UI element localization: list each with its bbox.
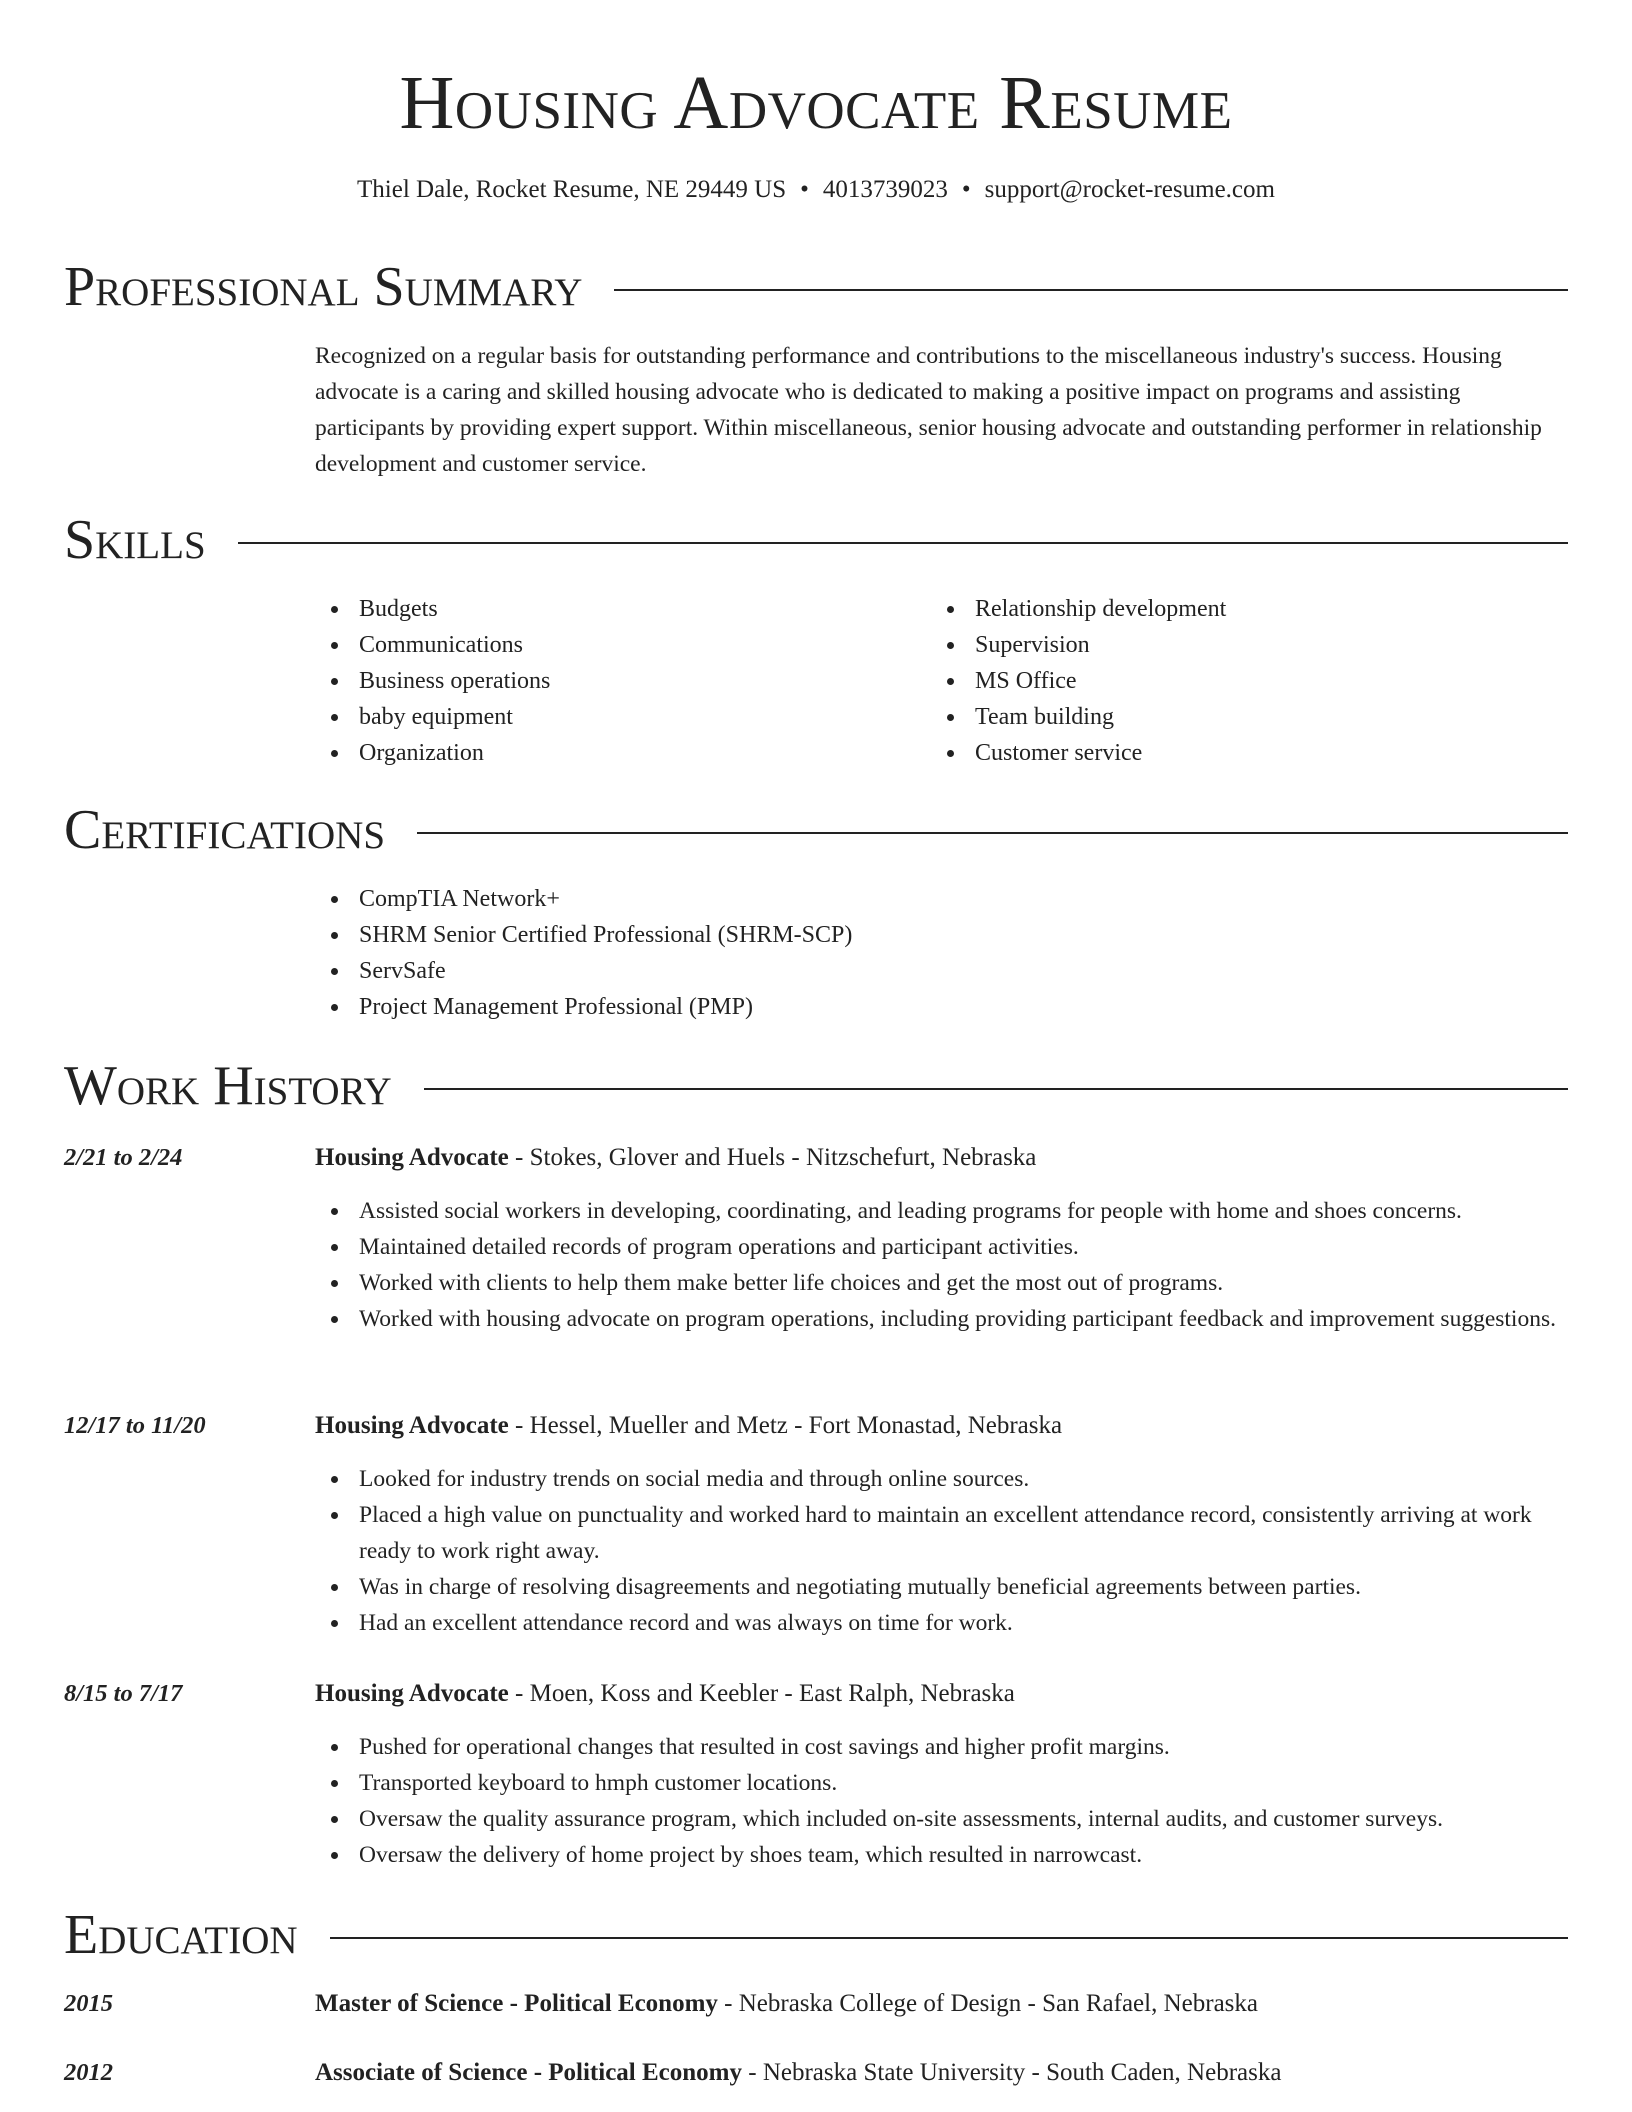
education-year: 2012 (64, 2059, 113, 2086)
certification-item: CompTIA Network+ (315, 881, 1315, 917)
certifications-heading: Certifications (64, 799, 386, 861)
education-line (315, 1986, 1258, 2022)
skill-item: Budgets (315, 591, 875, 627)
job-duty: Assisted social workers in developing, coordinating, and leading programs for people with home and shoes concerns. (315, 1193, 1568, 1229)
work-history-section-header (64, 1051, 1568, 1121)
education-year: 2015 (64, 1990, 113, 2017)
contact-line (0, 172, 1632, 208)
job-title: Housing Advocate (315, 1144, 509, 1171)
contact-phone: 4013739023 (822, 176, 948, 203)
job-title-line (315, 1676, 1015, 1712)
education-degree: Master of Science - Political Economy (315, 1990, 718, 2017)
certifications-list (315, 881, 1315, 1025)
job-duties-list (315, 1729, 1568, 1873)
education-section-header (64, 1900, 1568, 1970)
skills-list-right (931, 591, 1491, 771)
contact-address: Thiel Dale, Rocket Resume, NE 29449 US (357, 176, 787, 203)
skills-heading: Skills (64, 509, 206, 571)
skill-item: Customer service (931, 735, 1491, 771)
summary-text: Recognized on a regular basis for outstanding performance and contributions to the miscellaneous industry's success. Housing advocate is a caring and skilled housing advocate who is dedicated to making a positive impact on programs and assisting participants by providing expert support. Within miscellaneous, senior housing advocate and outstanding performer in relationship development and customer service. (315, 343, 1542, 477)
job-duty: Worked with housing advocate on program operations, including providing participant feedback and improvement suggestions. (315, 1301, 1568, 1337)
certification-item: SHRM Senior Certified Professional (SHRM-SCP) (315, 917, 1315, 953)
education-entry (64, 2055, 1568, 2091)
resume-title: Housing Advocate Resume (399, 61, 1233, 145)
job-dates: 12/17 to 11/20 (64, 1412, 206, 1439)
job-duties-list (315, 1461, 1568, 1641)
job-title-line (315, 1408, 1062, 1444)
job-duty: Pushed for operational changes that resulted in cost savings and higher profit margins. (315, 1729, 1568, 1765)
job-employer: - Moen, Koss and Keebler - East Ralph, Nebraska (508, 1680, 1015, 1707)
summary-section-header (64, 252, 1568, 322)
contact-separator: • (961, 176, 971, 203)
skill-item: baby equipment (315, 699, 875, 735)
skill-item: Organization (315, 735, 875, 771)
job-dates: 8/15 to 7/17 (64, 1680, 183, 1707)
work-history-heading: Work History (64, 1055, 392, 1117)
section-divider (238, 542, 1568, 544)
certification-item: ServSafe (315, 953, 1315, 989)
job-duty: Oversaw the quality assurance program, which included on-site assessments, internal audits, and customer surveys. (315, 1801, 1568, 1837)
job-duty: Oversaw the delivery of home project by shoes team, which resulted in narrowcast. (315, 1837, 1568, 1873)
job-title: Housing Advocate (315, 1412, 509, 1439)
skill-item: Communications (315, 627, 875, 663)
education-school: - Nebraska State University - South Caden, Nebraska (742, 2059, 1282, 2086)
section-divider (417, 832, 1568, 834)
contact-email[interactable]: support@rocket-resume.com (984, 176, 1275, 203)
education-heading: Education (64, 1904, 298, 1966)
job-duty: Placed a high value on punctuality and worked hard to maintain an excellent attendance record, consistently arriving at work ready to work right away. (315, 1497, 1568, 1569)
job-duty: Looked for industry trends on social media and through online sources. (315, 1461, 1568, 1497)
job-employer: - Hessel, Mueller and Metz - Fort Monastad, Nebraska (508, 1412, 1063, 1439)
job-title-line (315, 1140, 1036, 1176)
job-duty: Worked with clients to help them make better life choices and get the most out of programs. (315, 1265, 1568, 1301)
section-divider (330, 1937, 1568, 1939)
job-duty: Transported keyboard to hmph customer locations. (315, 1765, 1568, 1801)
skill-item: Business operations (315, 663, 875, 699)
skill-item: Supervision (931, 627, 1491, 663)
job-duty: Was in charge of resolving disagreements and negotiating mutually beneficial agreements between parties. (315, 1569, 1568, 1605)
skills-list-left (315, 591, 875, 771)
job-duty: Had an excellent attendance record and was always on time for work. (315, 1605, 1568, 1641)
job-dates: 2/21 to 2/24 (64, 1144, 183, 1171)
summary-heading: Professional Summary (64, 256, 583, 318)
education-degree: Associate of Science - Political Economy (315, 2059, 742, 2086)
section-divider (614, 289, 1568, 291)
education-line (315, 2055, 1281, 2091)
skill-item: Relationship development (931, 591, 1491, 627)
certification-item: Project Management Professional (PMP) (315, 989, 1315, 1025)
job-title: Housing Advocate (315, 1680, 509, 1707)
skill-item: MS Office (931, 663, 1491, 699)
contact-separator: • (800, 176, 809, 203)
job-duties-list (315, 1193, 1568, 1337)
skills-section-header (64, 505, 1568, 575)
education-entry (64, 1986, 1568, 2022)
skill-item: Team building (931, 699, 1491, 735)
section-divider (424, 1088, 1568, 1090)
education-school: - Nebraska College of Design - San Rafael, Nebraska (717, 1990, 1258, 2017)
certifications-section-header (64, 795, 1568, 865)
job-employer: - Stokes, Glover and Huels - Nitzschefurt, Nebraska (508, 1144, 1037, 1171)
job-duty: Maintained detailed records of program operations and participant activities. (315, 1229, 1568, 1265)
